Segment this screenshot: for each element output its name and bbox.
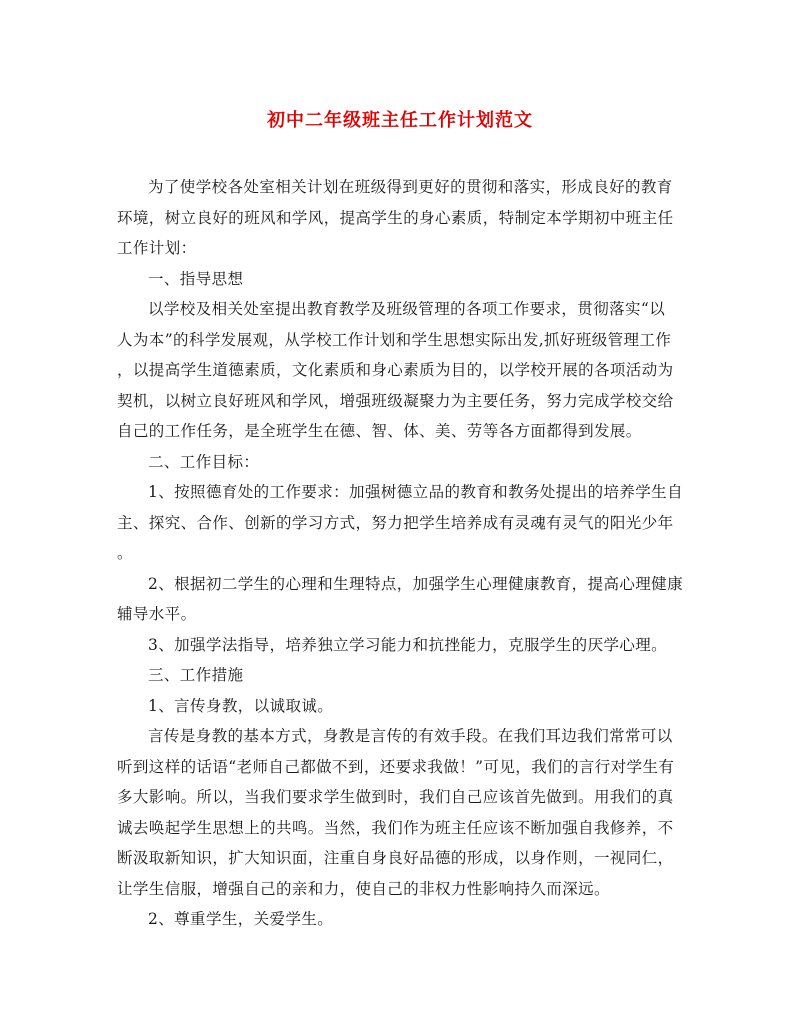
document-body (117, 172, 683, 935)
body-line: 自己的工作任务，是全班学生在德、智、体、美、劳等各方面都得到发展。 (117, 422, 642, 440)
body-line: 一、指导思想 (148, 269, 244, 288)
body-line: 人为本”的科学发展观，从学校工作计划和学生思想实际出发,抓好班级管理工作 (117, 330, 672, 349)
body-line: 2、尊重学生，关爱学生。 (148, 910, 334, 928)
body-line: 为了使学校各处室相关计划在班级得到更好的贯彻和落实，形成良好的教育 (148, 178, 673, 196)
body-line: 辅导水平。 (117, 605, 197, 623)
body-line: 断汲取新知识，扩大知识面，注重自身良好品德的形成，以身作则，一视同仁， (117, 849, 674, 867)
body-line: ，以提高学生道德素质，文化素质和身心素质为目的，以学校开展的各项活动为 (117, 361, 674, 379)
body-line: 多大影响。所以，当我们要求学生做到时，我们自己应该首先做到。用我们的真 (117, 788, 674, 806)
body-line: 言传是身教的基本方式，身教是言传的有效手段。在我们耳边我们常常可以 (148, 727, 673, 745)
body-line: 。 (117, 544, 133, 562)
body-line: 3、加强学法指导，培养独立学习能力和抗挫能力，克服学生的厌学心理。 (148, 635, 668, 654)
body-line: 让学生信服，增强自己的亲和力，使自己的非权力性影响持久而深远。 (117, 879, 610, 898)
document-title: 初中二年级班主任工作计划范文 (267, 110, 533, 131)
body-line: 2、根据初二学生的心理和生理特点，加强学生心理健康教育，提高心理健康 (148, 574, 683, 593)
body-line: 工作计划： (117, 239, 197, 257)
body-line: 主、探究、合作、创新的学习方式，努力把学生培养成有灵魂有灵气的阳光少年 (117, 513, 674, 532)
body-line: 契机，以树立良好班风和学风，增强班级凝聚力为主要任务，努力完成学校交给 (117, 391, 674, 410)
body-line: 以学校及相关处室提出教育教学及班级管理的各项工作要求，贯彻落实“以 (148, 300, 666, 318)
body-line: 三、工作措施 (148, 666, 244, 684)
body-line: 1、按照德育处的工作要求：加强树德立品的教育和教务处提出的培养学生自 (148, 483, 683, 501)
body-line: 1、言传身教，以诚取诚。 (148, 696, 334, 715)
body-line: 听到这样的话语“老师自己都做不到，还要求我做！”可见，我们的言行对学生有 (117, 757, 675, 776)
body-line: 二、工作目标： (148, 452, 260, 471)
body-line: 诚去唤起学生思想上的共鸣。当然，我们作为班主任应该不断加强自我修养，不 (117, 818, 674, 837)
body-line: 环境，树立良好的班风和学风，提高学生的身心素质，特制定本学期初中班主任 (117, 208, 674, 227)
